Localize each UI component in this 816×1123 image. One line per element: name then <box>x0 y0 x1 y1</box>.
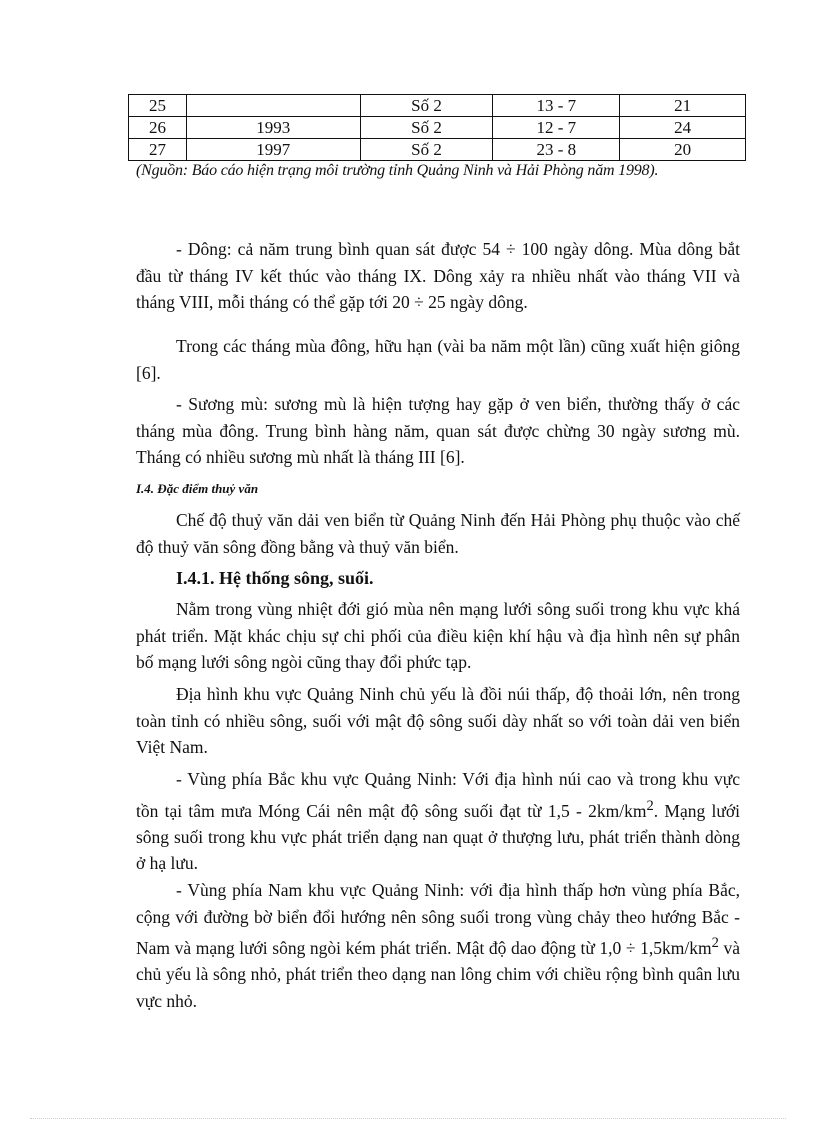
table-cell: 23 - 8 <box>493 139 620 161</box>
paragraph-terrain: Địa hình khu vực Quảng Ninh chủ yếu là đồi núi thấp, độ thoải lớn, nên trong toàn tỉnh có nhiều sông, suối với mật độ sông suối dày nhất so với toàn dải ven biển Việt Nam. <box>136 684 740 757</box>
paragraph-south-region <box>136 877 740 1014</box>
table-row <box>129 95 746 117</box>
paragraph-river-network: Nằm trong vùng nhiệt đới gió mùa nên mạng lưới sông suối trong khu vực khá phát triển. Mặt khác chịu sự chi phối của điều kiện khí hậu và địa hình nên sự phân bố mạng lưới sông ngòi cũng thay đổi phức tạp. <box>136 599 740 672</box>
paragraph-winter-storm: Trong các tháng mùa đông, hữu hạn (vài ba năm một lần) cũng xuất hiện giông [6]. <box>136 336 740 383</box>
data-table <box>128 94 746 161</box>
paragraph-fog: - Sương mù: sương mù là hiện tượng hay gặp ở ven biển, thường thấy ở các tháng mùa đông. Trung bình hàng năm, quan sát được chừng 30 ngày sương mù. Tháng có nhiều sương mù nhất là tháng III [6]. <box>136 394 740 467</box>
table-cell: 25 <box>129 95 187 117</box>
table-cell: 1997 <box>186 139 360 161</box>
table-cell: 13 - 7 <box>493 95 620 117</box>
page-footer-divider <box>30 1118 786 1119</box>
table-cell: 20 <box>620 139 746 161</box>
paragraph-thunderstorm: - Dông: cả năm trung bình quan sát được 54 ÷ 100 ngày dông. Mùa dông bắt đầu từ tháng IV kết thúc vào tháng IX. Dông xảy ra nhiều nhất vào tháng VII và tháng VIII, mỗi tháng có thể gặp tới 20 ÷ 25 ngày dông. <box>136 239 740 312</box>
table-row <box>129 117 746 139</box>
table-cell <box>186 95 360 117</box>
table-cell: 27 <box>129 139 187 161</box>
section-heading-hydrology: I.4. Đặc điểm thuỷ văn <box>136 481 259 496</box>
table-cell: Số 2 <box>360 95 493 117</box>
table-cell: 24 <box>620 117 746 139</box>
paragraph-hydrology-intro: Chế độ thuỷ văn dải ven biển từ Quảng Ninh đến Hải Phòng phụ thuộc vào chế độ thuỷ văn sông đồng bằng và thuỷ văn biển. <box>136 510 740 557</box>
south-text-b: và chủ yếu là sông nhỏ, phát triển theo dạng nan lông chim với chiều rộng bình quân lưu vực nhỏ. <box>136 937 740 1011</box>
table-cell: 12 - 7 <box>493 117 620 139</box>
table-cell: 21 <box>620 95 746 117</box>
paragraph-north-region <box>136 766 740 877</box>
table-cell: Số 2 <box>360 139 493 161</box>
subsection-heading-rivers: I.4.1. Hệ thống sông, suối. <box>176 568 374 588</box>
south-text-a: - Vùng phía Nam khu vực Quảng Ninh: với địa hình thấp hơn vùng phía Bắc, cộng với đường bờ biển đổi hướng nên sông suối trong vùng chảy theo hướng Bắc - Nam và mạng lưới sông ngòi kém phát triển. Mật độ dao động từ 1,0 ÷ 1,5km/km <box>136 880 740 958</box>
north-text-b: . Mạng lưới sông suối trong khu vực phát triển dạng nan quạt ở thượng lưu, phát triển thành dòng ở hạ lưu. <box>136 800 740 874</box>
superscript: 2 <box>711 935 719 951</box>
table-cell: 1993 <box>186 117 360 139</box>
table-source-note: (Nguồn: Báo cáo hiện trạng môi trường tỉnh Quảng Ninh và Hải Phòng năm 1998). <box>136 162 659 179</box>
table-cell: Số 2 <box>360 117 493 139</box>
north-text-a: - Vùng phía Bắc khu vực Quảng Ninh: Với địa hình núi cao và trong khu vực tồn tại tâm mưa Móng Cái nên mật độ sông suối đạt từ 1,5 - 2km/km <box>136 769 740 821</box>
superscript: 2 <box>646 797 654 814</box>
table-cell: 26 <box>129 117 187 139</box>
table-row <box>129 139 746 161</box>
